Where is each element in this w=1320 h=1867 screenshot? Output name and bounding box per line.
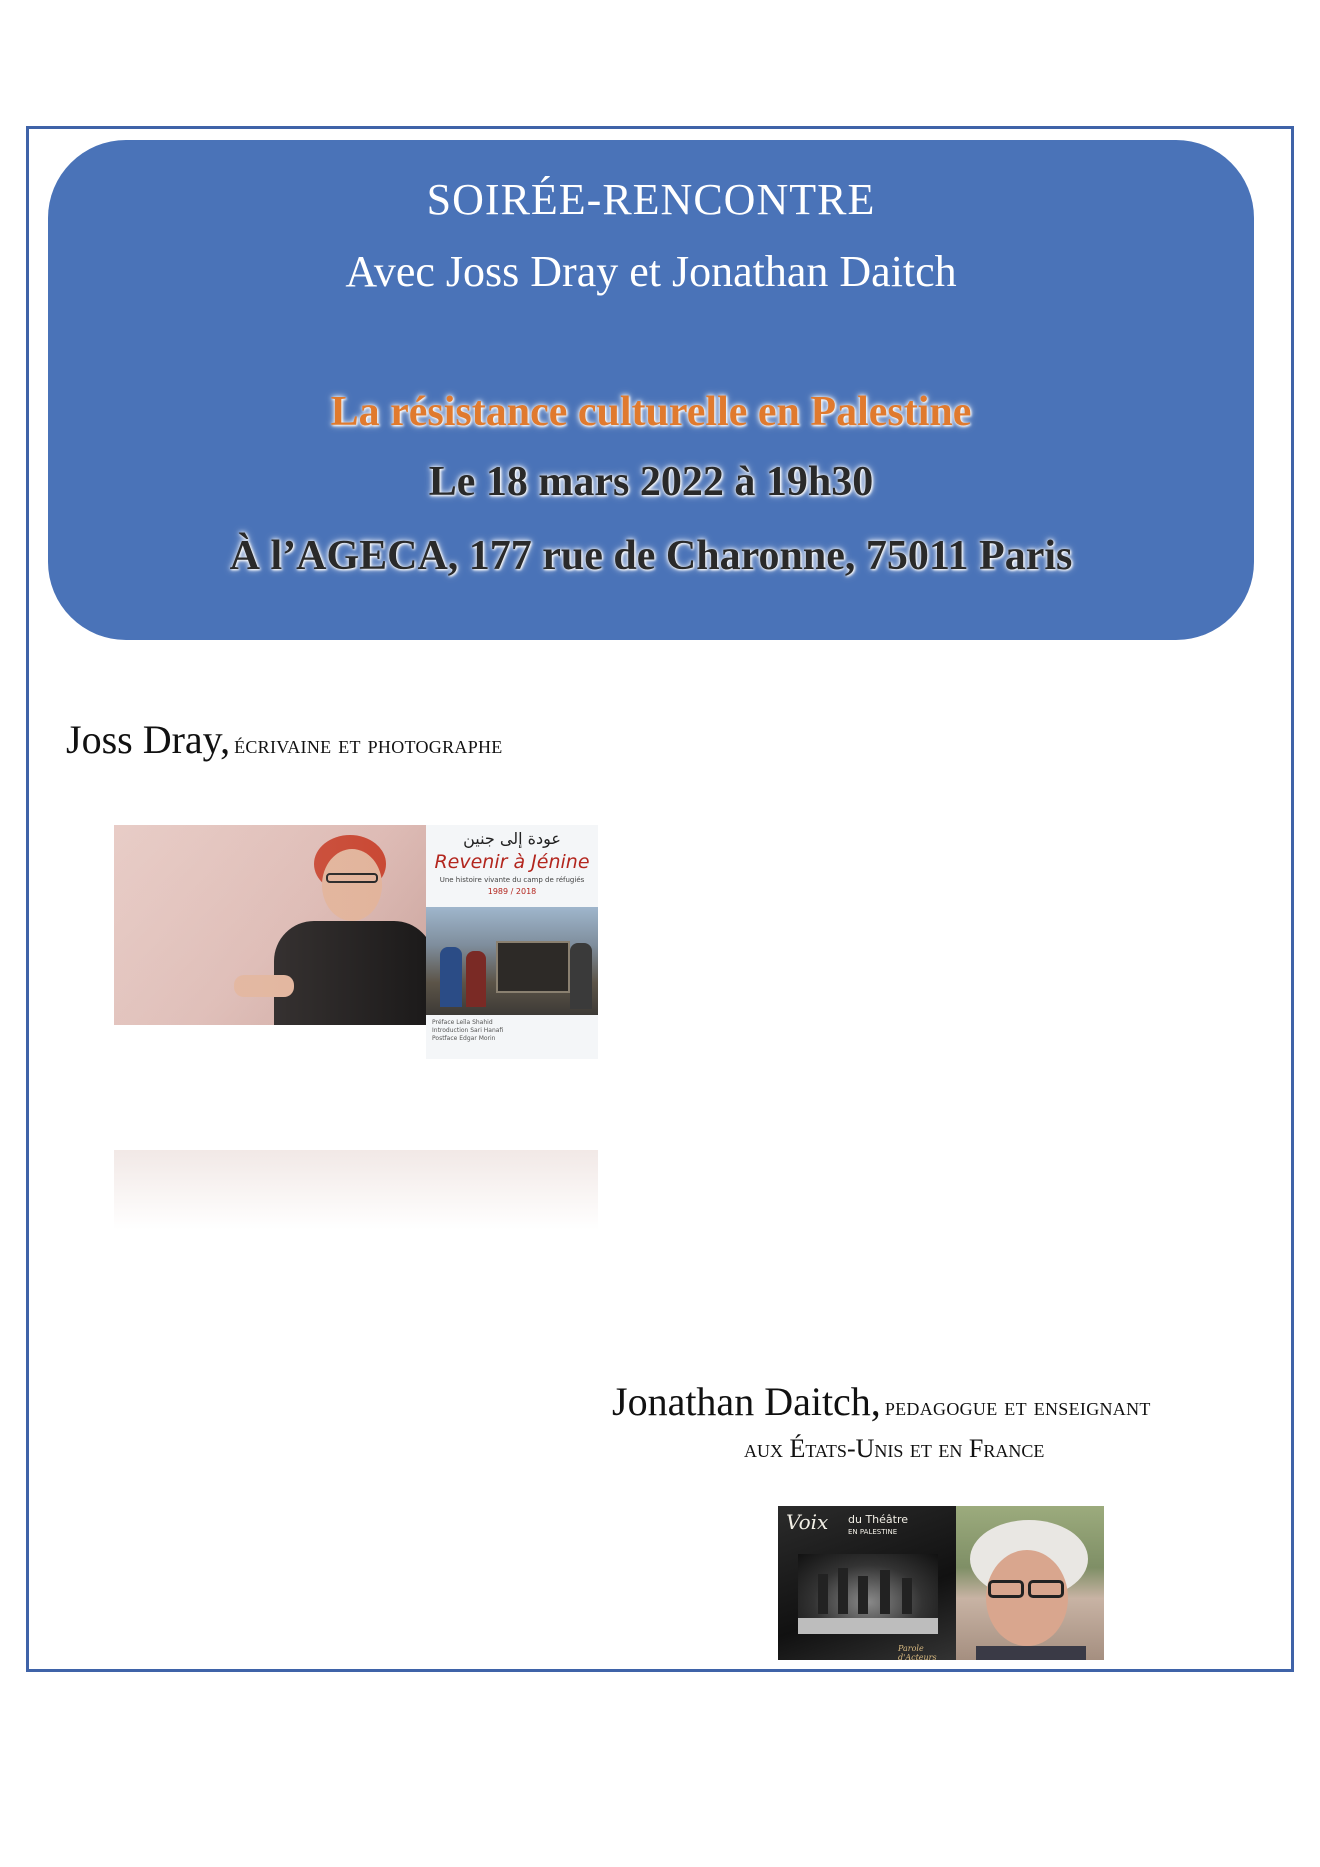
event-guests: Avec Joss Dray et Jonathan Daitch [345, 247, 957, 296]
book-title: Voix [786, 1510, 829, 1534]
speaker-name: Jonathan Daitch, [612, 1379, 881, 1424]
event-type: SOIRÉE-RENCONTRE [426, 175, 876, 224]
event-venue: À l’AGECA, 177 rue de Charonne, 75011 Paris [229, 533, 1073, 579]
book-credit-preface: Préface Leïla Shahid [432, 1019, 493, 1026]
book-arabic-title: عودة إلى جنين [463, 829, 561, 848]
book-years: 1989 / 2018 [487, 887, 537, 896]
speaker-role: écrivaine et photographe [234, 730, 503, 759]
book-subtitle [848, 1514, 908, 1538]
book-title: Revenir à Jénine [434, 851, 590, 873]
portrait-photo [956, 1506, 1104, 1660]
speaker-role: pedagogue et enseignant [884, 1392, 1151, 1421]
book-credit-postface: Postface Edgar Morin [432, 1035, 496, 1042]
event-date: Le 18 mars 2022 à 19h30 [428, 459, 874, 505]
revenir-a-jenine-cover [426, 825, 598, 1059]
speaker-joss-dray [66, 716, 503, 763]
voix-du-theatre-cover [778, 1506, 956, 1660]
speaker-name: Joss Dray, [66, 717, 231, 762]
book-cover-photo [426, 907, 598, 1015]
book-credits [432, 1019, 503, 1043]
book-publisher: Parole d'Acteurs [898, 1644, 937, 1660]
book-credit-intro: Introduction Sari Hanafi [432, 1027, 504, 1034]
stage-photo [798, 1554, 938, 1634]
book-subtitle-b: EN PALESTINE [848, 1528, 898, 1536]
book-subtitle: Une histoire vivante du camp de réfugiés [439, 876, 585, 884]
book-subtitle-a: du Théâtre [848, 1513, 909, 1526]
event-topic: La résistance culturelle en Palestine [330, 389, 972, 435]
event-banner [48, 140, 1254, 640]
speaker-jonathan-daitch [612, 1378, 1151, 1425]
image-reflection [114, 1150, 598, 1230]
speaker-role-continued: aux États-Unis et en France [744, 1434, 1045, 1463]
joss-dray-photo [114, 825, 426, 1025]
jonathan-daitch-photo [778, 1506, 1104, 1660]
